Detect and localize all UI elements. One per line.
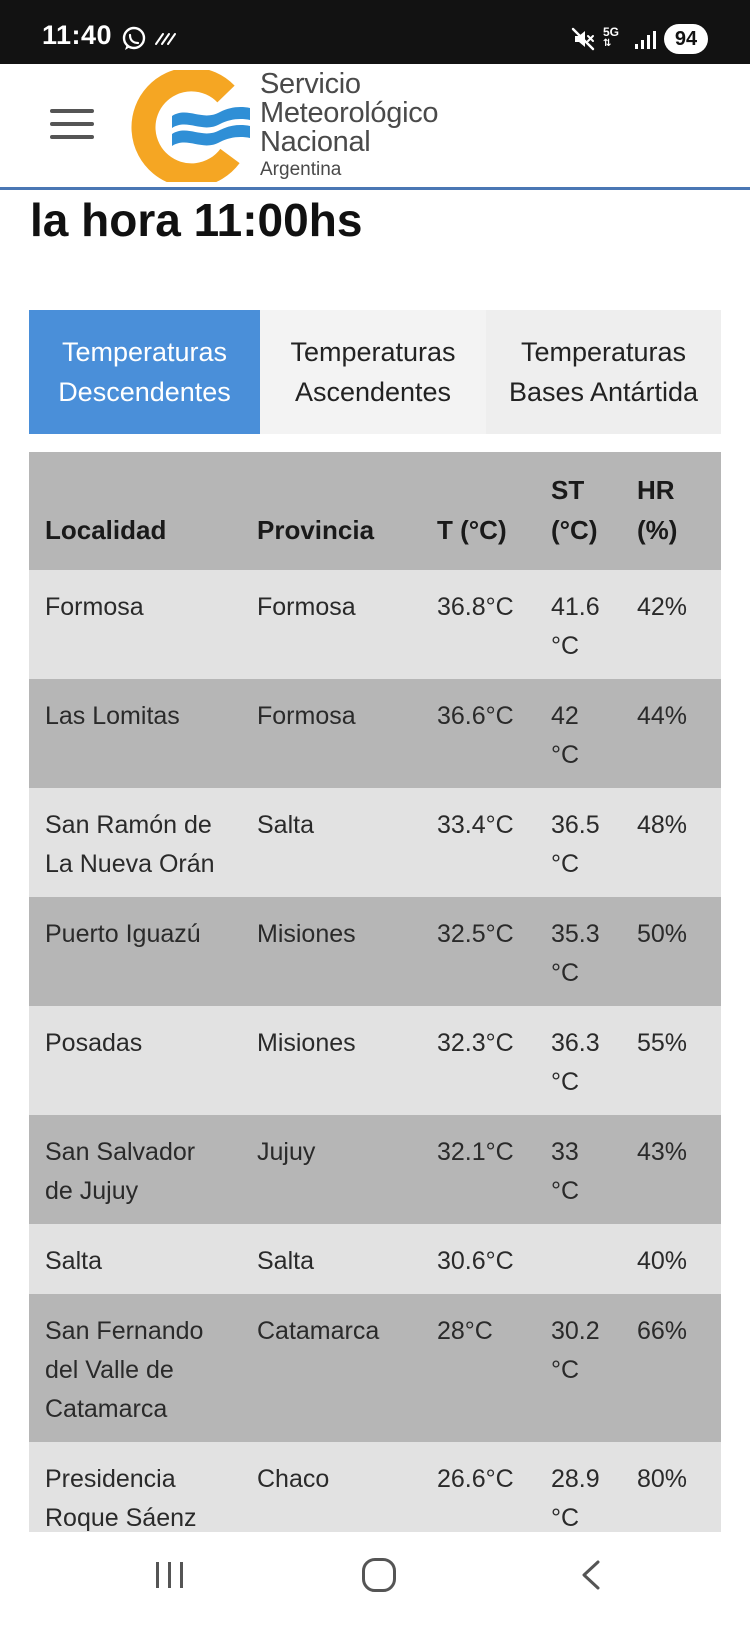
cell-hr: 43% (621, 1115, 721, 1224)
recent-apps-icon[interactable] (153, 1560, 187, 1590)
cell-line: 36.5 (551, 811, 600, 839)
table-row (29, 570, 721, 679)
cell-hr: 55% (621, 1006, 721, 1115)
home-icon[interactable] (362, 1558, 396, 1592)
tab-temperaturas-ascendentes[interactable] (260, 310, 486, 434)
cell-st (535, 788, 621, 897)
cell-line: Posadas (45, 1029, 143, 1057)
tab-label-line: Ascendentes (294, 377, 452, 407)
cell-provincia: Chaco (241, 1442, 421, 1532)
cell-line: Formosa (45, 593, 144, 621)
column-header-t: T (°C) (421, 452, 535, 570)
tab-label-line: Bases Antártida (508, 377, 699, 407)
cell-localidad (29, 897, 241, 1006)
cell-st (535, 1115, 621, 1224)
cell-line: 41.6 (551, 593, 600, 621)
cell-st (535, 1294, 621, 1442)
cell-line: San Salvador (45, 1138, 196, 1166)
signal-icon (633, 30, 657, 50)
column-header-localidad: Localidad (29, 452, 241, 570)
cell-localidad (29, 1006, 241, 1115)
whatsapp-icon (121, 26, 147, 52)
cell-provincia: Misiones (241, 897, 421, 1006)
cell-st (535, 1224, 621, 1294)
back-icon[interactable] (576, 1559, 606, 1591)
cell-t: 33.4°C (421, 788, 535, 897)
cell-hr: 66% (621, 1294, 721, 1442)
system-nav-bar (0, 1532, 750, 1626)
header-line: HR (637, 475, 675, 505)
tab-label-line: Descendentes (58, 377, 231, 407)
cell-line: 36.3 (551, 1029, 600, 1057)
status-bar (0, 0, 750, 64)
cell-st (535, 1006, 621, 1115)
table-row (29, 1442, 721, 1532)
cell-line: 33 (551, 1138, 579, 1166)
site-header (0, 64, 750, 190)
cell-t: 30.6°C (421, 1224, 535, 1294)
cell-hr: 42% (621, 570, 721, 679)
header-line: (°C) (551, 515, 598, 545)
cell-line: 28.9 (551, 1465, 600, 1493)
tab-label-line: Temperaturas (61, 337, 228, 367)
mute-icon (570, 26, 596, 52)
cell-line: 35.3 (551, 920, 600, 948)
column-header-hr (621, 452, 721, 570)
table-row (29, 897, 721, 1006)
cell-t: 36.8°C (421, 570, 535, 679)
cell-localidad (29, 1115, 241, 1224)
cell-hr: 48% (621, 788, 721, 897)
cell-line: Salta (45, 1247, 102, 1275)
5g-icon: 5G ⇅ (603, 25, 620, 49)
cell-line: Presidencia (45, 1465, 176, 1493)
cell-t: 32.3°C (421, 1006, 535, 1115)
voicemail-icon (153, 30, 179, 48)
cell-t: 28°C (421, 1294, 535, 1442)
cell-st (535, 897, 621, 1006)
table-row (29, 1224, 721, 1294)
cell-t: 32.1°C (421, 1115, 535, 1224)
cell-line: °C (551, 1504, 580, 1532)
menu-icon[interactable] (50, 109, 94, 141)
cell-st (535, 679, 621, 788)
table-row (29, 1115, 721, 1224)
temperature-table-container[interactable] (29, 452, 721, 1532)
cell-hr: 40% (621, 1224, 721, 1294)
tab-temperaturas-descendentes[interactable] (29, 310, 260, 434)
cell-localidad (29, 1224, 241, 1294)
network-type: 5G (603, 25, 620, 39)
cell-localidad (29, 679, 241, 788)
cell-line: La Nueva Orán (45, 850, 215, 878)
tab-temperaturas-bases-antartida[interactable] (486, 310, 721, 434)
table-row (29, 1294, 721, 1442)
cell-line: Puerto Iguazú (45, 920, 201, 948)
cell-line: Catamarca (45, 1395, 168, 1423)
cell-provincia: Misiones (241, 1006, 421, 1115)
cell-localidad (29, 570, 241, 679)
cell-hr: 80% (621, 1442, 721, 1532)
brand-wordmark[interactable] (260, 70, 438, 181)
cell-line: °C (551, 1356, 580, 1384)
cell-t: 32.5°C (421, 897, 535, 1006)
header-line: ST (551, 475, 585, 505)
cell-localidad (29, 788, 241, 897)
cell-line: 30.2 (551, 1317, 600, 1345)
cell-line: °C (551, 1068, 580, 1096)
tab-label-line: Temperaturas (520, 337, 687, 367)
cell-hr: 44% (621, 679, 721, 788)
brand-line: Meteorológico (260, 97, 439, 129)
cell-localidad (29, 1442, 241, 1532)
brand-line: Nacional (260, 126, 371, 158)
cell-t: 26.6°C (421, 1442, 535, 1532)
cell-line: San Fernando (45, 1317, 204, 1345)
table-row (29, 679, 721, 788)
table-row (29, 1006, 721, 1115)
cell-provincia: Salta (241, 1224, 421, 1294)
cell-line: °C (551, 632, 580, 660)
tab-label-line: Temperaturas (290, 337, 456, 367)
cell-line: San Ramón de (45, 811, 212, 839)
cell-line: °C (551, 850, 580, 878)
cell-provincia: Jujuy (241, 1115, 421, 1224)
brand-subtitle: Argentina (260, 159, 342, 180)
cell-st (535, 570, 621, 679)
cell-line: Roque Sáenz (45, 1504, 197, 1532)
cell-localidad (29, 1294, 241, 1442)
cell-line: Las Lomitas (45, 702, 180, 730)
cell-line: del Valle de (45, 1356, 174, 1384)
page-title: la hora 11:00hs (30, 194, 363, 246)
cell-line: °C (551, 741, 580, 769)
smn-logo-icon[interactable] (130, 70, 252, 182)
cell-t: 36.6°C (421, 679, 535, 788)
cell-st (535, 1442, 621, 1532)
column-header-provincia: Provincia (241, 452, 421, 570)
status-time: 11:40 (42, 20, 113, 50)
cell-provincia: Salta (241, 788, 421, 897)
tab-bar (29, 310, 721, 434)
cell-hr: 50% (621, 897, 721, 1006)
temperature-table (29, 452, 721, 1532)
table-header-row (29, 452, 721, 570)
brand-line: Servicio (260, 68, 361, 100)
cell-line: 42 (551, 702, 579, 730)
cell-provincia: Formosa (241, 679, 421, 788)
cell-provincia: Catamarca (241, 1294, 421, 1442)
column-header-st (535, 452, 621, 570)
table-row (29, 788, 721, 897)
cell-line: de Jujuy (45, 1177, 139, 1205)
cell-provincia: Formosa (241, 570, 421, 679)
battery-icon: 94 (664, 24, 708, 54)
cell-line: °C (551, 959, 580, 987)
cell-line: °C (551, 1177, 580, 1205)
header-line: (%) (637, 515, 678, 545)
